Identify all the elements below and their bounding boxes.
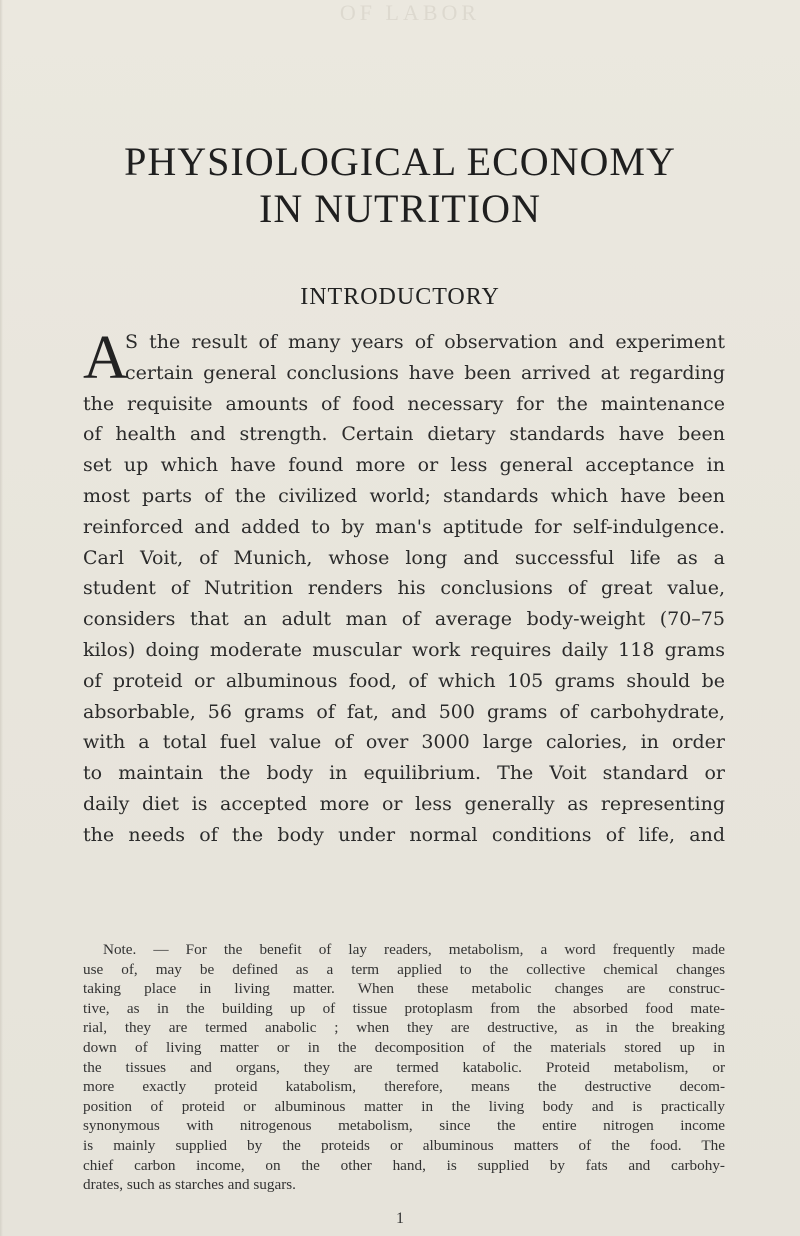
footnote-line: chief carbon income, on the other hand, is supplied by fats and carbohy-: [83, 1156, 725, 1174]
body-line: set up which have found more or less general acceptance in: [83, 454, 725, 477]
footnote-line: taking place in living matter. When these metabolic changes are construc-: [83, 980, 725, 998]
footnote-line: tive, as in the building up of tissue protoplasm from the absorbed food mate-: [83, 999, 725, 1017]
body-line: student of Nutrition renders his conclusions of great value,: [83, 577, 725, 600]
body-line: daily diet is accepted more or less generally as representing: [83, 792, 725, 815]
body-line: S the result of many years of observation and experiment: [125, 331, 725, 353]
body-paragraph: [83, 324, 725, 851]
body-line: to maintain the body in equilibrium. The Voit standard or: [83, 762, 725, 785]
bleed-through-text: OF LABOR: [339, 0, 481, 25]
body-line: considers that an adult man of average body-weight (70–75: [83, 608, 725, 631]
body-line: kilos) doing moderate muscular work requires daily 118 grams: [83, 638, 725, 661]
drop-cap: A: [83, 324, 128, 392]
footnote: [83, 940, 725, 1195]
footnote-line: use of, may be defined as a term applied to the collective chemical changes: [83, 960, 725, 978]
body-line: of proteid or albuminous food, of which 105 grams should be: [83, 669, 725, 692]
footnote-line: rial, they are termed anabolic ; when they are destructive, as in the breaking: [83, 1019, 725, 1037]
title-line-2: IN NUTRITION: [259, 186, 541, 231]
footnote-line: synonymous with nitrogenous metabolism, since the entire nitrogen income: [83, 1117, 725, 1135]
page-number: 1: [396, 1210, 404, 1227]
footnote-line: position of proteid or albuminous matter in the living body and is practically: [83, 1097, 725, 1115]
title-line-1: PHYSIOLOGICAL ECONOMY: [124, 139, 676, 184]
footnote-line: more exactly proteid katabolism, therefore, means the destructive decom-: [83, 1078, 725, 1096]
body-line: the requisite amounts of food necessary for the maintenance: [83, 392, 725, 415]
section-heading: INTRODUCTORY: [300, 284, 500, 310]
body-line: most parts of the civilized world; standards which have been: [83, 484, 725, 507]
body-line: with a total fuel value of over 3000 large calories, in order: [83, 731, 725, 754]
footnote-line: is mainly supplied by the proteids or albuminous matters of the food. The: [83, 1136, 725, 1154]
footnote-line: down of living matter or in the decomposition of the materials stored up in: [83, 1038, 725, 1056]
footnote-line: Note. — For the benefit of lay readers, metabolism, a word frequently made: [103, 941, 725, 958]
footnote-line: the tissues and organs, they are termed katabolic. Proteid metabolism, or: [83, 1058, 725, 1076]
body-line: certain general conclusions have been arrived at regarding: [125, 361, 725, 384]
body-line: reinforced and added to by man's aptitude for self-indulgence.: [83, 515, 725, 538]
body-line: absorbable, 56 grams of fat, and 500 grams of carbohydrate,: [83, 700, 725, 723]
body-line: the needs of the body under normal conditions of life, and: [83, 823, 725, 846]
body-line: Carl Voit, of Munich, whose long and successful life as a: [83, 546, 725, 569]
page-edge: [0, 0, 3, 1236]
footnote-line: drates, such as starches and sugars.: [83, 1176, 296, 1194]
body-line: of health and strength. Certain dietary standards have been: [83, 423, 725, 446]
